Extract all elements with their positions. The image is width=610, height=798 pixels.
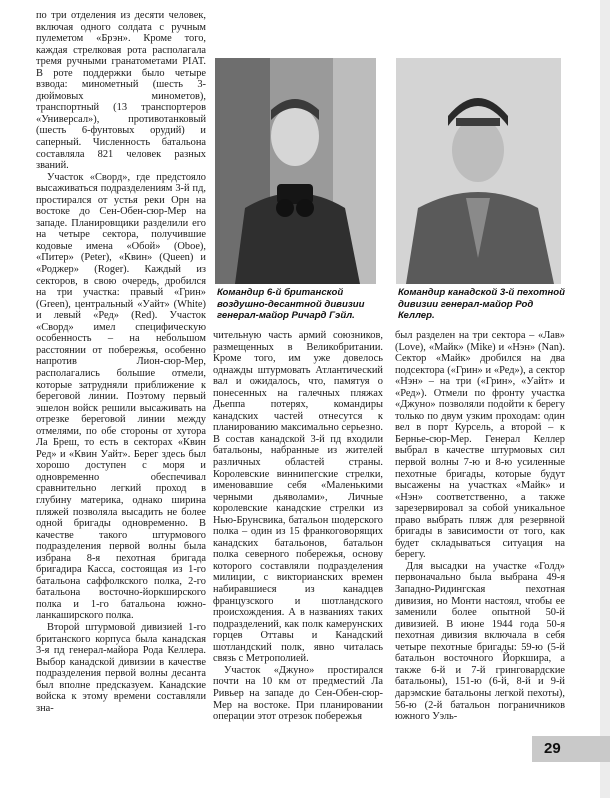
photo-general-keller <box>396 58 561 284</box>
paragraph: чительную часть армий союзников, размещенных в Великобритании. Кроме того, им уже довелось однажды штурмовать Атлантический вал и ожидалось, что, памятуя о понесенных на галечных пляжах Дьеппа потерях, командиры канадских частей отнесутся к планированию максимально серьезно. В состав канадской 3-й пд входили батальоны, набранные из жителей различных областей страны. Королевские виннипегские стрелки, именовавшие себя «Маленькими черными дьяволами», Личные королевские канадские стрелки из Нью-Брунсвика, батальон шодерского полка – один из 15 франкоговорящих канадских батальонов, батальон полка северного побережья, основу которого составляли подразделения милиции, с викторианских времен набиравшиеся из канадцев французского и шотландского происхождения. А в названиях таких подразделений, как полк камерунских горцев Оттавы и Канадский шотландский полк, явно читалась связь с Метрополией. <box>213 330 383 665</box>
page-number: 29 <box>532 736 610 762</box>
text-column-1 <box>36 10 206 782</box>
portrait-figure <box>396 58 561 284</box>
page-edge-strip <box>600 0 610 798</box>
paragraph: Участок «Джуно» простирался почти на 10 км от предместий Ла Ривьер на западе до Сен-Обен-сюр-Мер на востоке. При планировании операции этот отрезок побережья <box>213 664 383 723</box>
paragraph: был разделен на три сектора – «Лав» (Love), «Майк» (Mike) и «Нэн» (Nan). Сектор «Майк» дробился на два подсектора («Грин» и «Ред»), а сектор «Нэн» – на три («Грин», «Уайт» и «Ред»). Отмели по фронту участка «Джуно» позволяли подойти к берегу только по двум узким проходам: один вел в порт Курсель, а второй – к Бернье-сюр-Мер. Генерал Келлер выбрал в качестве штурмовых сил первой волны 7-ю и 8-ю усиленные пехотные бригады, которые будут высажены на участках «Майк» и «Нэн» соответственно, а также зарезервировал за собой уникальное право выбрать пляж для резервной бригады в зависимости от того, как будет складываться ситуация на берегу. <box>395 330 565 561</box>
photo-general-gale <box>215 58 376 284</box>
paragraph: по три отделения из десяти человек, включая одного солдата с ручным пулеметом «Брэн». Кроме того, каждая стрелковая рота располагала тремя ручными гранатометами PIAT. В роте поддержки было четыре взвода: минометный (шесть 3-дюймовых минометов), транспортный (13 транспортеров «Универсал»), противотанковый (шесть 6-фунтовых орудий) и саперный. Численность батальона составляла 821 человек разных званий. <box>36 10 206 172</box>
text-column-3 <box>395 330 565 782</box>
paragraph: Участок «Сворд», где предстояло высаживаться подразделениям 3-й пд, простирался от устья реки Орн на востоке до Сен-Обен-сюр-Мер на западе. Планировщики разделили его на четыре сектора, получившие кодовые имена «Обой» (Oboe), «Питер» (Peter), «Квин» (Queen) и «Роджер» (Roger). Каждый из секторов, в свою очередь, дробился на три участка: правый «Грин» (Green), центральный «Уайт» (White) и левый «Ред» (Red). Участок «Сворд» имел специфическую особенность – на небольшом расстоянии от побережья, особенно напротив Лион-сюр-Мер, располагались большие отмели, которые затрудняли приближение к береговой линии. Поэтому первый эшелон войск решили высаживать на отрезке береговой линии между отмелями, по обе стороны от хутора Ла Бреш, то есть в секторах «Квин Ред» и «Квин Уайт». Берег здесь был хорошо доступен с моря и одновременно обеспечивал сравнительно легкий проход в глубину материка, однако ширина пляжей позволяла высадить не более одной бригады одновременно. В качестве такого штурмового подразделения первой волны была избрана 8-я пехотная бригада бригадира Касса, состоящая из 1-го батальона саффолкского полка, 2-го батальона восточно-йоркширского полка и 1-го батальона южно-ланкаширского полка. <box>36 171 206 622</box>
photo-caption-left: Командир 6-й британской воздушно-десантной дивизии генерал-майор Ричард Гэйл. <box>217 287 365 321</box>
photo-caption-right: Командир канадской 3-й пехотной дивизии генерал-майор Род Келлер. <box>398 287 566 321</box>
portrait-figure <box>215 58 376 284</box>
paragraph: Второй штурмовой дивизией 1-го британского корпуса была канадская 3-я пд генерал-майора Рода Келлера. Выбор канадской дивизии в качестве подразделения первой волны десанта был вполне предсказуем. Канадские войска к этому времени составляли зна- <box>36 621 206 714</box>
text-column-2 <box>213 330 383 782</box>
paragraph: Для высадки на участке «Голд» первоначально была выбрана 49-я Западно-Ридингская пехотная дивизия, но Монти настоял, чтобы ее заменили более опытной 50-й дивизией. В июне 1944 года 50-я пехотная дивизия включала в себя четыре пехотные бригады: 59-ю (5-й батальон восточного Йоркшира, а также 6-й и 7-й гринговардские батальоны), 151-ю (6-й, 8-й и 9-й дарэмские батальоны легкой пехоты), 56-ю (2-й батальон пограничников южного Уэль- <box>395 560 565 723</box>
